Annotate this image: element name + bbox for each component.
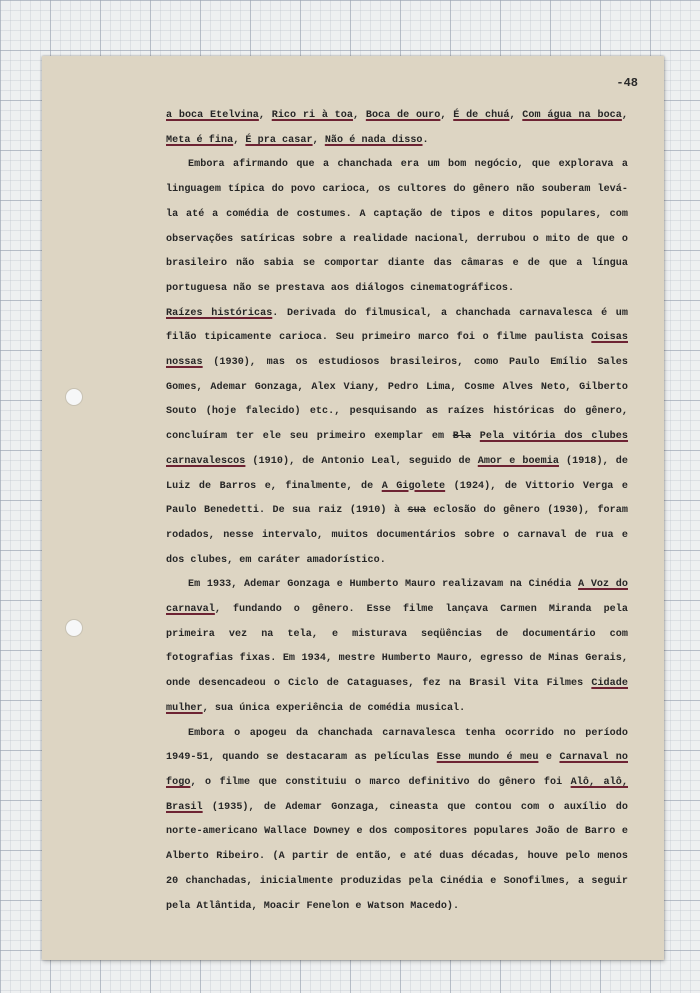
film-title: a boca Etelvina xyxy=(166,110,259,121)
paragraph-1: a boca Etelvina, Rico ri à toa, Boca de ouro, É de chuá, Com água na boca, Meta é fina, É pra casar, Não é nada disso. xyxy=(166,110,628,146)
film-title: Cidade mulher xyxy=(166,678,628,714)
paragraph-2: Embora afirmando que a chanchada era um bom negócio, que explorava a linguagem típica do povo carioca, os cultores do gênero não souberam levá-la até a comédia de costumes. A captação de tipos e ditos populares, com observações satíricas sobre a realidade nacional, derrubou o mito de que o brasileiro não sabia se comportar diante das câmaras e de que a língua portuguesa não se prestava aos diálogos cinematográficos. xyxy=(166,159,628,294)
film-title: Pela vitória dos clubes carnavalescos xyxy=(166,431,629,467)
film-title: Rico ri à toa xyxy=(271,110,353,121)
struck-out-text: Bla xyxy=(452,431,472,443)
film-title: Não é nada disso xyxy=(324,134,423,146)
film-title: Alô, alô, Brasil xyxy=(166,776,628,813)
film-title: Amor e boemia xyxy=(477,455,559,467)
film-title: Meta é fina xyxy=(166,134,234,146)
film-title: A Voz do carnaval xyxy=(166,579,628,616)
paragraph-5: Embora o apogeu da chanchada carnavalesca tenha ocorrido no período 1949-51, quando se destacaram as películas Esse mundo é meu e Carnaval no fogo, o filme que constituiu o marco definitivo do gênero foi Alô, alô, Brasil (1935), de Ademar Gonzaga, cineasta que contou com o auxílio do norte-americano Wallace Downey e dos compositores populares João de Barro e Alberto Ribeiro. (A partir de então, e até duas décadas, houve pelo menos 20 chanchadas, inicialmente produzidas pela Cinédia e Sonofilmes, a seguir pela Atlântida, Moacir Fenelon e Watson Macedo). xyxy=(166,727,628,912)
typewritten-page xyxy=(42,56,664,960)
punch-hole-top xyxy=(65,388,83,406)
film-title: Esse mundo é meu xyxy=(436,752,539,764)
film-title: Com água na boca xyxy=(522,110,622,121)
struck-out-text: sua xyxy=(407,505,426,517)
film-title: A Gigolete xyxy=(381,480,446,492)
section-heading: Raízes históricas xyxy=(166,307,273,319)
body-text xyxy=(166,104,628,919)
paragraph-3: Raízes históricas. Derivada do filmusical, a chanchada carnavalesca é um filão tipicamente carioca. Seu primeiro marco foi o filme paulista Coisas nossas (1930), mas os estudiosos brasileiros, como Paulo Emílio Sales Gomes, Ademar Gonzaga, Alex Viany, Pedro Lima, Cosme Alves Neto, Gilberto Souto (hoje falecido) etc., pesquisando as raízes históricas do gênero, concluíram ter ele seu primeiro exemplar em Bla Pela vitória dos clubes carnavalescos (1910), de Antonio Leal, seguido de Amor e boemia (1918), de Luiz de Barros e, finalmente, de A Gigolete (1924), de Vittorio Verga e Paulo Benedetti. De sua raiz (1910) à sua eclosão do gênero (1930), foram rodados, nesse intervalo, muitos documentários sobre o carnaval de rua e dos clubes, em caráter amadorístico. xyxy=(166,307,629,566)
paragraph-4: Em 1933, Ademar Gonzaga e Humberto Mauro realizavam na Cinédia A Voz do carnaval, fundando o gênero. Esse filme lançava Carmen Miranda pela primeira vez na tela, e misturava seqüências de documentário com fotografias fixas. Em 1934, mestre Humberto Mauro, egresso de Minas Gerais, onde desencadeou o Ciclo de Cataguases, fez na Brasil Vita Filmes Cidade mulher, sua única experiência de comédia musical. xyxy=(166,579,628,714)
page-number: -48 xyxy=(616,76,638,90)
film-title: É pra casar xyxy=(245,134,313,146)
film-title: É de chuá xyxy=(453,110,510,121)
film-title: Carnaval no fogo xyxy=(166,752,628,788)
film-title: Boca de ouro xyxy=(365,110,441,121)
film-title: Coisas nossas xyxy=(166,332,628,369)
punch-hole-bottom xyxy=(65,619,83,637)
